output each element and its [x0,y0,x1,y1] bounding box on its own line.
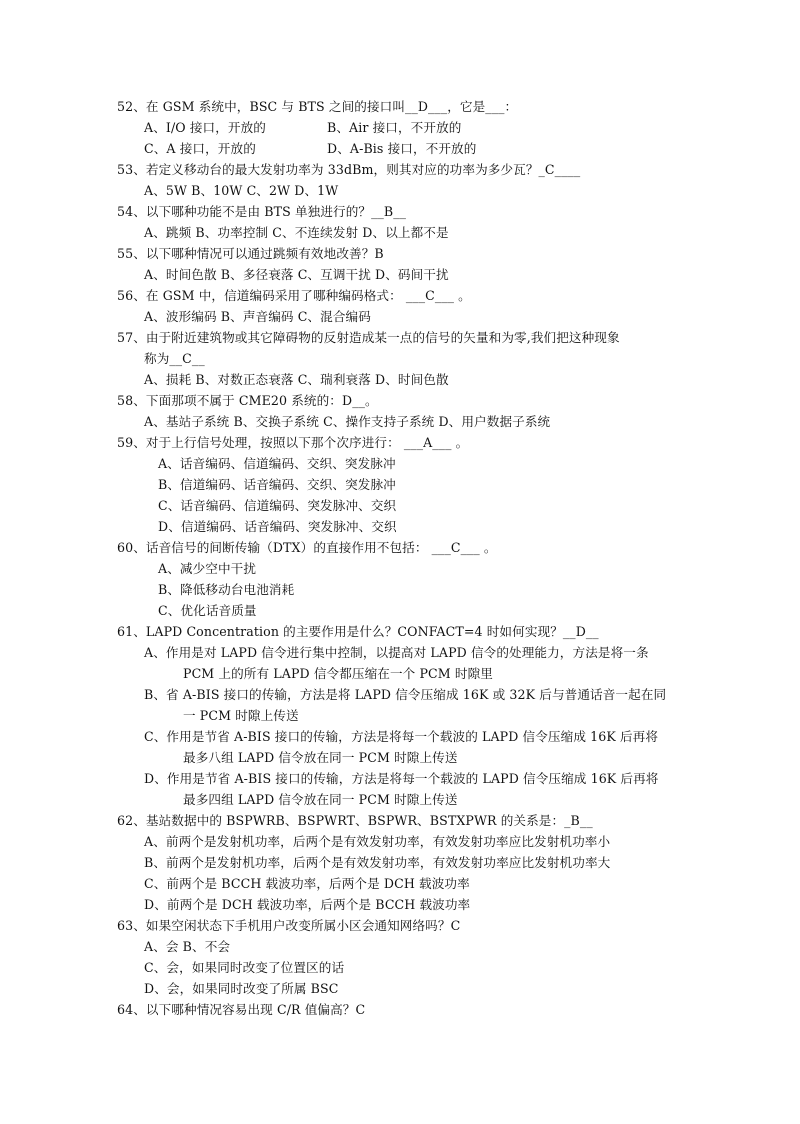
question-57-options: A、损耗 B、对数正态衰落 C、瑞利衰落 D、时间色散 [144,372,449,387]
question-62-option-d: D、前两个是 DCH 载波功率，后两个是 BCCH 载波功率 [144,897,471,912]
question-60-option-a: A、减少空中干扰 [158,561,257,576]
question-61-option-d: D、作用是节省 A-BIS 接口的传输，方法是将每一个载波的 LAPD 信令压缩成 16K 后再将 [144,771,659,786]
question-60-option-b: B、降低移动台电池消耗 [158,582,295,597]
question-54-options: A、跳频 B、功率控制 C、不连续发射 D、以上都不是 [144,225,449,240]
question-55-options: A、时间色散 B、多径衰落 C、互调干扰 D、码间干扰 [144,267,449,282]
question-62-option-c: C、前两个是 BCCH 载波功率，后两个是 DCH 载波功率 [144,876,470,891]
question-62: 62、基站数据中的 BSPWRB、BSPWRT、BSPWR、BSTXPWR 的关系是：_B__ [117,813,593,828]
question-60-option-c: C、优化话音质量 [158,603,257,618]
question-56-options: A、波形编码 B、声音编码 C、混合编码 [144,309,371,324]
question-59: 59、对于上行信号处理，按照以下那个次序进行： ___A___ 。 [117,435,469,450]
question-55: 55、以下哪种情况可以通过跳频有效地改善？B [117,246,384,261]
question-64: 64、以下哪种情况容易出现 C/R 值偏高？C [117,1002,366,1017]
question-61-option-a-cont: PCM 上的所有 LAPD 信令都压缩在一个 PCM 时隙里 [183,666,493,681]
question-59-option-a: A、话音编码、信道编码、交织、突发脉冲 [158,456,396,471]
question-52-options-row [144,118,461,138]
question-61-option-b: B、省 A-BIS 接口的传输，方法是将 LAPD 信令压缩成 16K 或 32K 后与普通话音一起在同 [144,687,667,702]
option: B、Air 接口，不开放的 [327,120,462,135]
option: C、A 接口，开放的 [144,141,256,156]
question-59-option-b: B、信道编码、话音编码、交织、突发脉冲 [158,477,396,492]
question-61-option-d-cont: 最多四组 LAPD 信令放在同一 PCM 时隙上传送 [183,792,458,807]
question-63-option-d: D、会，如果同时改变了所属 BSC [144,981,339,996]
question-52-options-row [144,139,476,159]
question-61-option-c-cont: 最多八组 LAPD 信令放在同一 PCM 时隙上传送 [183,750,458,765]
question-59-option-d: D、信道编码、话音编码、突发脉冲、交织 [158,519,397,534]
question-58: 58、下面那项不属于 CME20 系统的：D__。 [117,393,378,408]
question-63-option-c: C、会，如果同时改变了位置区的话 [144,960,345,975]
option: A、I/O 接口，开放的 [144,120,266,135]
question-63-options-ab: A、会 B、不会 [144,939,231,954]
question-61-option-b-cont: 一 PCM 时隙上传送 [183,708,299,723]
question-57-continuation: 称为__C__ [144,351,205,366]
question-62-option-b: B、前两个是发射机功率，后两个是有效发射功率，有效发射功率应比发射机功率大 [144,855,611,870]
question-62-option-a: A、前两个是发射机功率，后两个是有效发射功率，有效发射功率应比发射机功率小 [144,834,611,849]
question-57: 57、由于附近建筑物或其它障碍物的反射造成某一点的信号的矢量和为零,我们把这种现象 [117,330,620,345]
question-60: 60、话音信号的间断传输（DTX）的直接作用不包括： ___C___ 。 [117,540,497,555]
question-61-option-a: A、作用是对 LAPD 信令进行集中控制，以提高对 LAPD 信令的处理能力，方法是将一条 [144,645,649,660]
question-53-options: A、5W B、10W C、2W D、1W [144,183,339,198]
question-58-options: A、基站子系统 B、交换子系统 C、操作支持子系统 D、用户数据子系统 [144,414,551,429]
question-52: 52、在 GSM 系统中，BSC 与 BTS 之间的接口叫__D___，它是___： [117,99,518,114]
question-56: 56、在 GSM 中，信道编码采用了哪种编码格式： ___C___ 。 [117,288,471,303]
question-61-option-c: C、作用是节省 A-BIS 接口的传输，方法是将每一个载波的 LAPD 信令压缩成 16K 后再将 [144,729,659,744]
question-61: 61、LAPD Concentration 的主要作用是什么？CONFACT=4 时如何实现？__D__ [117,624,599,639]
question-54: 54、以下哪种功能不是由 BTS 单独进行的？__B__ [117,204,407,219]
question-63: 63、如果空闲状态下手机用户改变所属小区会通知网络吗？C [117,918,461,933]
question-59-option-c: C、话音编码、信道编码、突发脉冲、交织 [158,498,397,513]
question-53: 53、若定义移动台的最大发射功率为 33dBm，则其对应的功率为多少瓦？_C____ [117,162,581,177]
option: D、A-Bis 接口，不开放的 [327,141,477,156]
